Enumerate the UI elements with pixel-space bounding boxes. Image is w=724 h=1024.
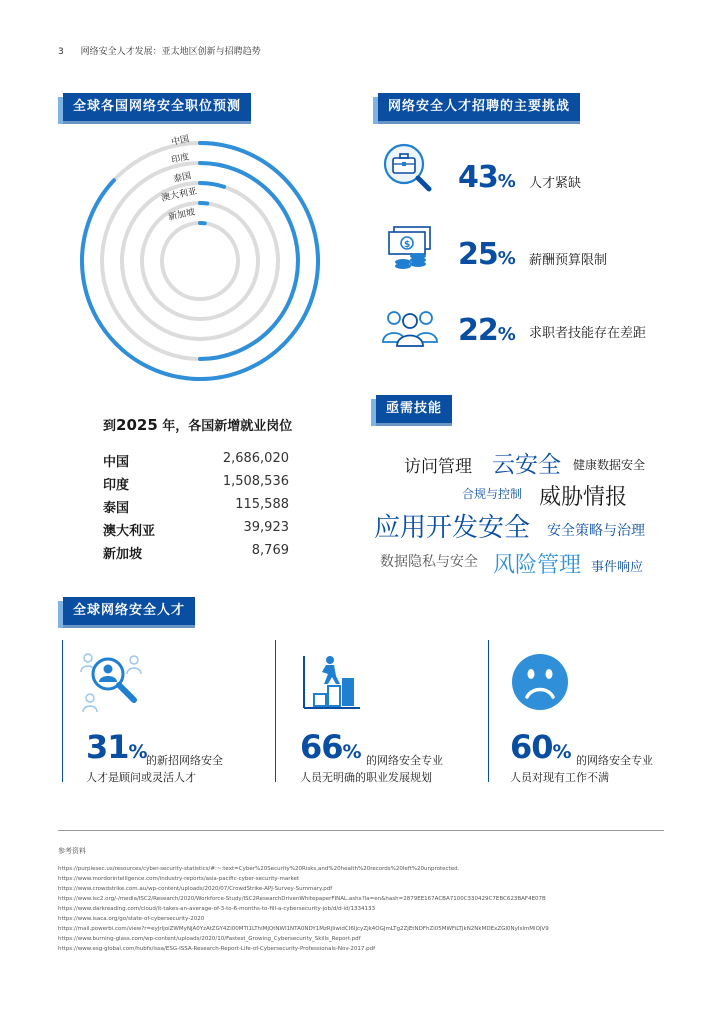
talent-percent [300,728,361,766]
talent-percent [86,728,147,766]
percent-number: 43 [458,160,498,195]
percent-number: 66 [300,728,343,766]
country-name: 新加坡 [103,547,143,562]
talent-percent [510,728,571,766]
money-coins-icon [384,224,434,270]
skill-word: 访问管理 [404,457,472,477]
sad-face-icon [510,652,570,712]
percent-unit: % [342,741,361,763]
ring-label: 中国 [170,134,191,148]
reference-link[interactable]: https://www.burning-glass.com/wp-content/uploads/2020/10/Fastest_Growing_Cybersecurity_Skills_Report.pdf [58,936,361,942]
percent-number: 60 [510,728,553,766]
divider-line [62,640,63,782]
skill-word: 安全策略与治理 [547,523,645,539]
reference-link[interactable]: https://www.mordorintelligence.com/industry-reports/asia-pacific-cyber-security-market [58,876,300,882]
references-title: 参考资料 [58,847,86,855]
page-header [58,44,261,57]
talent-section-tag: 全球网络安全人才 [63,597,195,625]
job-count: 2,686,020 [222,451,289,466]
talent-text-line2: 人才是顾问或灵活人才 [86,771,196,784]
ring-value-arc [200,163,298,359]
percent-number: 31 [86,728,129,766]
percent-unit: % [497,324,515,345]
challenge-percent [458,237,515,272]
ring-group [82,132,318,379]
country-name: 印度 [103,478,130,493]
people-group-icon [380,308,440,348]
challenges-section-tag: 网络安全人才招聘的主要挑战 [378,93,580,121]
challenge-label: 薪酬预算限制 [529,253,608,268]
reference-link[interactable]: https://www.isc2.org/-/media/ISC2/Research/2020/Workforce-Study/ISC2ResearchDrivenWhitepaperFINAL.ashx?la=en&hash=2879EE167ACBA7100C330429C7EBC623BAF4E07B [58,896,546,902]
ring-track [122,183,278,339]
reference-link[interactable]: https://purplesec.us/resources/cyber-security-statistics/#:~:text=Cyber%20Security%20Risks,and%20health%20records%20left%20unprotected. [58,866,460,872]
country-name: 泰国 [103,501,130,516]
skill-word: 健康数据安全 [573,458,646,472]
skill-word: 威胁情报 [539,485,628,510]
talent-text-line1: 的网络安全专业 [366,754,443,767]
job-count: 1,508,536 [222,474,289,489]
percent-unit: % [497,248,515,269]
skills-section-tag: 亟需技能 [376,395,452,423]
table-row [103,497,289,519]
challenge-label: 人才紧缺 [529,176,582,191]
skill-word: 云安全 [492,452,561,478]
table-row [103,543,289,565]
forecast-table-title [103,415,292,434]
title-year: 2025 [116,416,158,434]
divider-line [275,640,276,782]
challenge-percent [458,160,515,195]
percent-unit: % [128,741,147,763]
ring-label: 新加坡 [167,207,197,223]
reference-link[interactable]: https://www.esg-global.com/hubfs/issa/ESG-ISSA-Research-Report-Life-of-Cybersecurity-Professionals-Nov-2017.pdf [58,946,376,952]
ring-track [142,203,258,319]
challenge-label: 求职者技能存在差距 [529,326,647,341]
table-row [103,474,289,496]
skill-word: 应用开发安全 [374,513,531,543]
skill-word: 风险管理 [493,553,582,578]
svg-text:$: $ [404,240,411,250]
talent-text-line2: 人员对现有工作不满 [510,771,609,784]
percent-unit: % [497,171,515,192]
challenge-percent [458,313,515,348]
talent-text-line1: 的网络安全专业 [576,754,653,767]
skill-word: 事件响应 [591,560,644,575]
radial-bar-chart [80,130,320,392]
ring-label: 泰国 [172,171,193,185]
country-name: 澳大利亚 [103,524,156,539]
table-row [103,520,289,542]
country-name: 中国 [103,455,130,470]
career-steps-icon [300,654,362,712]
percent-unit: % [552,741,571,763]
reference-link[interactable]: https://mail.powerbi.com/view?r=eyJrIjoiZWMyNjA0YzAtZGY4Zi00MTI1LThiMjQtNWI1NTA0NDY1MzRjIiwidCI6IjcyZjk4OGJmLTg2ZjEtNDFhZi05MWFiLTJkN2NkMDExZGI0NyIsImMiOjV9 [58,926,549,932]
talent-text-line1: 的新招网络安全 [146,754,223,767]
footer-divider [58,830,664,831]
title-suffix: 年，各国新增就业岗位 [157,419,293,434]
job-count: 8,769 [251,543,289,558]
reference-link[interactable]: https://www.isaca.org/go/state-of-cybersecurity-2020 [58,916,205,922]
title-prefix: 到 [103,419,117,434]
skill-word: 合规与控制 [462,487,523,501]
divider-line [488,640,489,782]
ring-value-arc [200,183,224,187]
person-search-icon [78,650,148,716]
ring-label: 澳大利亚 [160,186,198,204]
forecast-section-tag: 全球各国网络安全职位预测 [63,93,251,121]
table-row [103,451,289,473]
talent-text-line2: 人员无明确的职业发展规划 [300,771,432,784]
percent-number: 22 [458,313,498,348]
briefcase-search-icon [382,142,434,194]
report-title: 网络安全人才发展：亚太地区创新与招聘趋势 [80,47,261,57]
skill-word: 数据隐私与安全 [380,554,478,570]
reference-link[interactable]: https://www.darkreading.com/cloud/it-takes-an-average-of-3-to-6-months-to-fill-a-cybersecurity-job/d/d-id/1334133 [58,906,376,912]
percent-number: 25 [458,237,498,272]
job-count: 39,923 [243,520,289,535]
ring-label: 印度 [170,152,191,166]
ring-track [162,223,238,299]
job-count: 115,588 [235,497,289,512]
page-number: 3 [58,47,64,57]
reference-link[interactable]: https://www.crowdstrike.com.au/wp-content/uploads/2020/07/CrowdStrike-APJ-Survey-Summary.pdf [58,886,333,892]
